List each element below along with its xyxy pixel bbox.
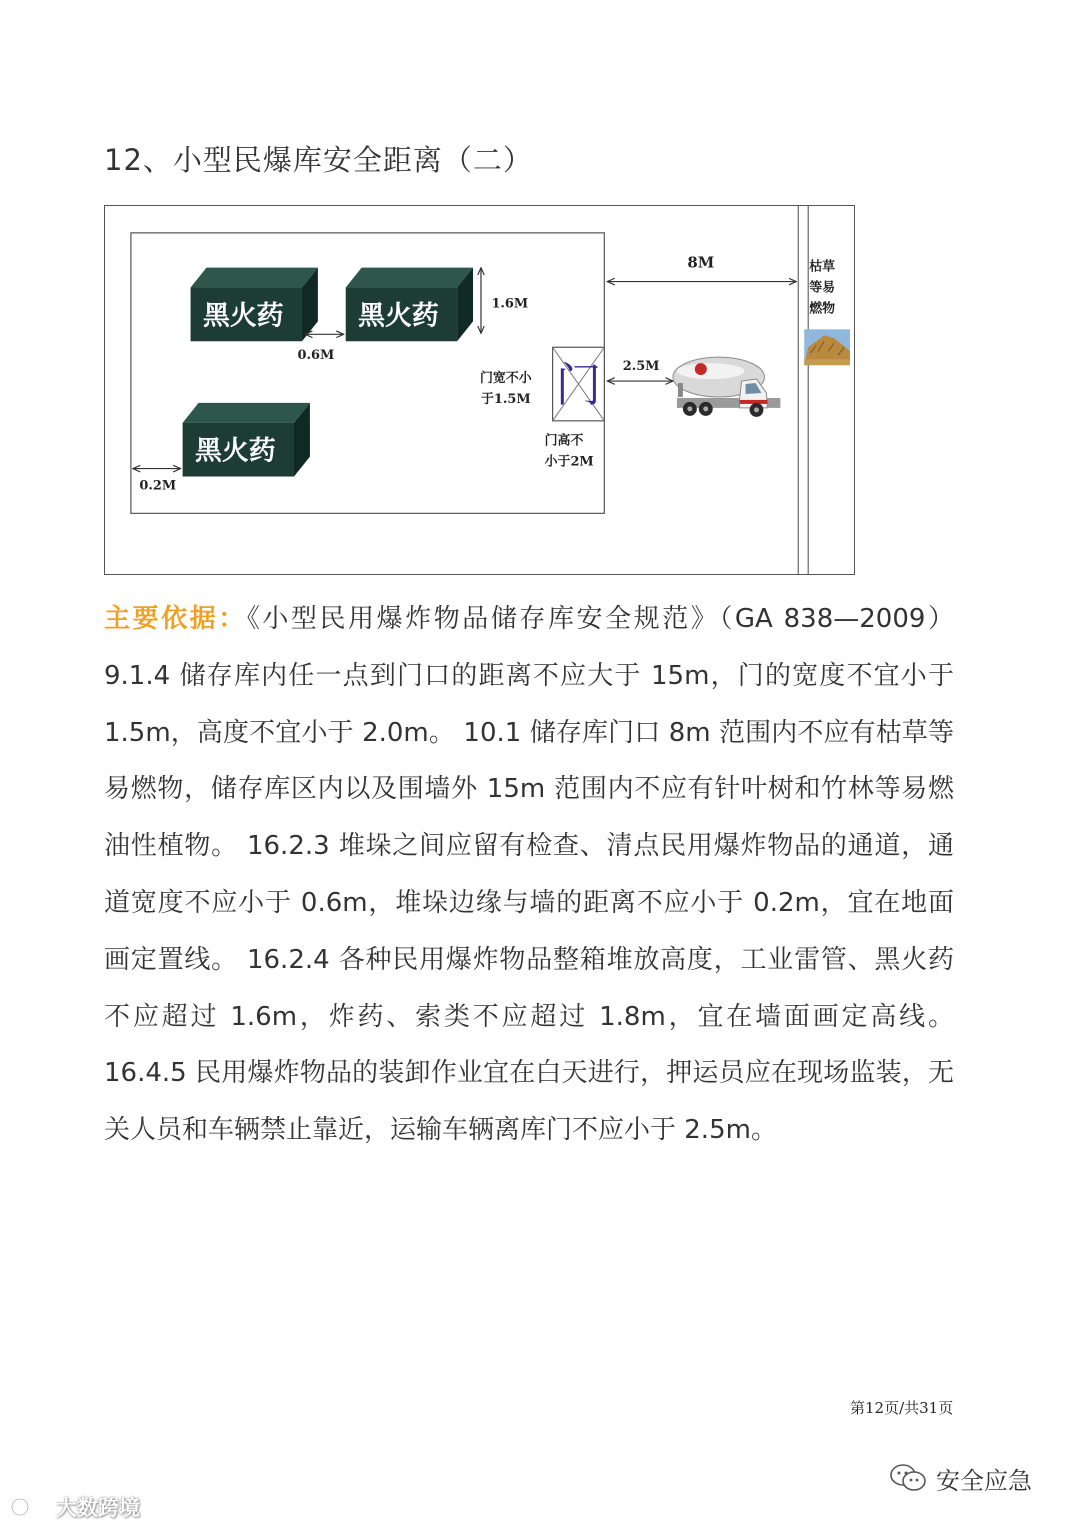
dry-grass-icon	[804, 329, 850, 365]
watermark	[10, 1492, 140, 1522]
page-number: 第12页/共31页	[850, 1399, 954, 1417]
box-label: 黑火药	[358, 300, 439, 332]
box-label: 黑火药	[203, 300, 284, 332]
regulation-basis-text	[104, 591, 954, 1159]
combustible-note-line-2: 等易	[809, 280, 836, 296]
page-title: 12、小型民爆库安全距离（二）	[104, 143, 533, 177]
dim-0-2-label: 0.2M	[139, 478, 177, 494]
dim-8-label: 8M	[687, 253, 715, 272]
door-width-note-line-1: 门宽不小	[479, 371, 532, 387]
wechat-icon	[888, 1462, 928, 1494]
powder-box-3	[183, 403, 310, 477]
door-width-note-line-2: 于1.5M	[480, 391, 531, 407]
box-top	[346, 268, 473, 288]
basis-label: 主要依据：	[104, 604, 247, 634]
watermark-text: 大数跨境	[56, 1496, 140, 1520]
safety-distance-diagram	[104, 205, 855, 575]
dim-1-6-label: 1.6M	[491, 296, 529, 312]
box-label: 黑火药	[195, 435, 276, 467]
dim-2-5-label: 2.5M	[622, 359, 660, 375]
powder-box-2	[346, 268, 473, 342]
diagram-canvas	[105, 206, 854, 574]
powder-box-1	[191, 268, 318, 342]
source-account	[888, 1458, 1032, 1498]
dim-0-6-label: 0.6M	[297, 348, 335, 364]
door-height-note-line-1: 门高不	[544, 433, 584, 449]
basis-content: 《小型民用爆炸物品储存库安全规范》（GA 838—2009） 9.1.4 储存库内任一点到门口的距离不应大于 15m，门的宽度不宜小于 1.5m，高度不宜小于 2.0m。 10.1 储存库门口 8m 范围内不应有枯草等易燃物，储存库区内以及围墙外 15m 范围内不应有针叶树和竹林等易燃油性植物。 16.2.3 堆垛之间应留有检查、清点民用爆炸物品的通道，通道宽度不应小于 0.6m，堆垛边缘与墙的距离不应小于 0.2m，宜在地面画定置线。 16.2.4 各种民用爆炸物品整箱堆放高度，工业雷管、黑火药不应超过 1.6m，炸药、索类不应超过 1.8m，宜在墙面画定高线。 16.4.5 民用爆炸物品的装卸作业宜在白天进行，押运员应在现场监装，无关人员和车辆禁止靠近，运输车辆离库门不应小于 2.5m。	[104, 604, 954, 1146]
box-top	[183, 403, 310, 423]
door-glyph: 门	[555, 358, 602, 412]
watermark-logo-icon	[10, 1495, 50, 1519]
box-top	[191, 268, 318, 288]
tanker-truck-icon	[673, 357, 780, 417]
door	[553, 347, 605, 421]
door-height-note-line-2: 小于2M	[544, 454, 594, 470]
combustible-note-line-1: 枯草	[809, 259, 836, 275]
combustible-note-line-3: 燃物	[809, 301, 836, 317]
source-name: 安全应急	[936, 1466, 1032, 1495]
